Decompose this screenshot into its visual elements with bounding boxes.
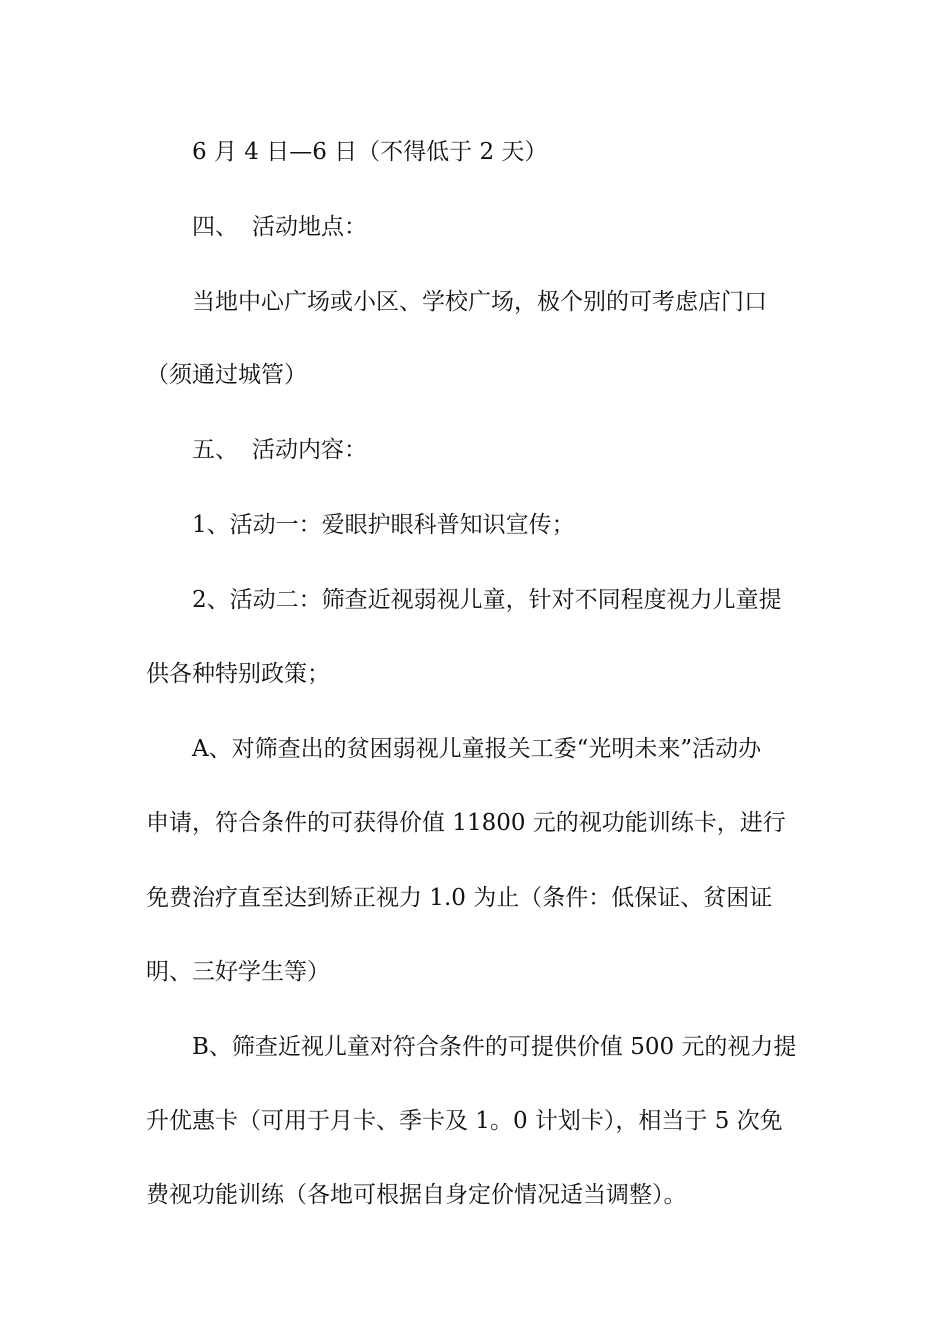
section-title: 活动地点： (252, 214, 367, 240)
section-five-heading (192, 435, 862, 465)
section-four-heading (192, 212, 862, 242)
item-a-line-3: 免费治疗直至达到矫正视力 1.0 为止（条件：低保证、贫困证 (146, 885, 773, 911)
activity-two-line-1: 2、活动二：筛查近视弱视儿童，针对不同程度视力儿童提 (192, 587, 782, 613)
schedule-date-line: 6 月 4 日—6 日（不得低于 2 天） (192, 139, 548, 165)
location-paragraph-line-2: （须通过城管） (146, 362, 307, 388)
item-b-line-3: 费视功能训练（各地可根据自身定价情况适当调整）。 (146, 1182, 687, 1208)
section-number: 五、 (192, 437, 238, 463)
section-title: 活动内容： (252, 437, 367, 463)
item-a-line-1: A、对筛查出的贫困弱视儿童报关工委“光明未来”活动办 (192, 736, 762, 762)
location-paragraph-line-1: 当地中心广场或小区、学校广场，极个别的可考虑店门口 (192, 289, 767, 315)
activity-one-line: 1、活动一：爱眼护眼科普知识宣传； (192, 512, 575, 538)
activity-two-line-2: 供各种特别政策； (146, 661, 330, 687)
item-b-line-1: B、筛查近视儿童对符合条件的可提供价值 500 元的视力提 (192, 1034, 797, 1060)
item-b-line-2: 升优惠卡（可用于月卡、季卡及 1。0 计划卡），相当于 5 次免 (146, 1108, 783, 1134)
item-a-line-2: 申请，符合条件的可获得价值 11800 元的视功能训练卡，进行 (146, 810, 786, 836)
section-number: 四、 (192, 214, 238, 240)
item-a-line-4: 明、三好学生等） (146, 959, 330, 985)
